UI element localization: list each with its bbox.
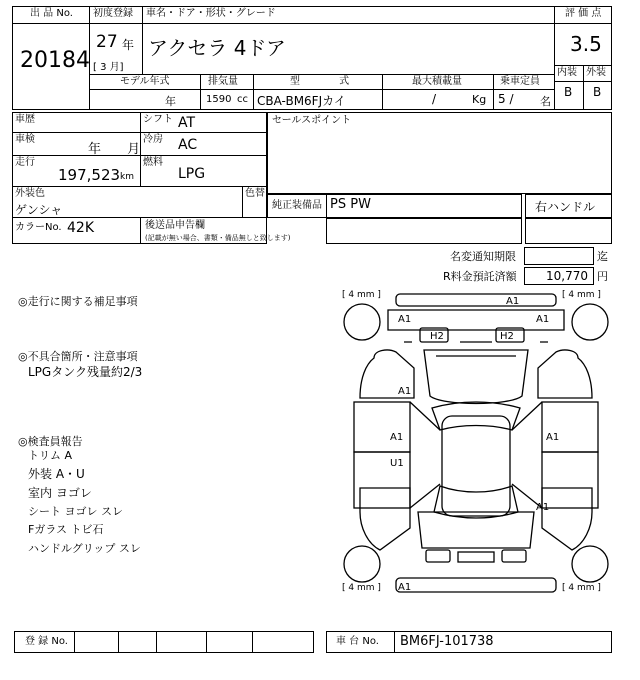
mileage: 197,523 [58,166,121,184]
damage-mark: A1 [506,296,520,307]
ac-label: 冷房 [143,134,163,145]
tire-rear-right [572,546,608,582]
shift-label: シフト [143,114,173,125]
model-year-label: モデル年式 [120,76,170,87]
color-change-label: 色替 [245,188,265,199]
tire-tag-rl: [ 4 mm ] [342,583,381,593]
tire-front-right [572,304,608,340]
damage-mark: H2 [430,331,444,342]
lot-no: 20184 [20,48,90,73]
steering-value: 右ハンドル [535,200,596,214]
blank-box-right [525,218,612,244]
max-load-label: 最大積載量 [412,76,462,87]
model-type: CBA-BM6FJカイ [257,94,346,108]
max-load: / [432,92,437,106]
inspector-line: Fガラス トビ石 [28,523,104,536]
inspector-line: 室内 ヨゴレ [28,486,92,500]
blank-box [326,218,522,244]
color-no: 42K [67,220,94,236]
registration-no-label: 登 録 No. [25,636,68,647]
damage-mark: A1 [546,432,560,443]
exterior-grade: B [593,85,602,99]
damage-mark: A1 [390,432,404,443]
recycle-unit: 円 [597,270,608,283]
damage-mark: A1 [398,582,412,593]
capacity-label: 乗車定員 [500,76,540,87]
defect-line: LPGタンク残量約2/3 [28,365,143,379]
exterior-color-label: 外装色 [15,188,45,199]
roof [442,416,510,516]
displacement-unit: cc [237,94,248,105]
inspector-line: ハンドルグリップ スレ [28,542,141,555]
damage-mark: U1 [390,458,404,469]
rear-door-right [542,452,598,508]
name-change-label: 名変通知期限 [450,250,516,263]
front-bumper [396,294,556,306]
model-type-label: 型 式 [290,76,350,87]
damage-mark: A1 [398,386,412,397]
tire-tag-rr: [ 4 mm ] [562,583,601,593]
sales-points-label: セールスポイント [272,115,352,126]
capacity-unit: 名 [540,95,551,108]
inspector-title: ◎検査員報告 [18,435,83,448]
displacement: 1590 [206,94,232,105]
displacement-label: 排気量 [208,76,238,87]
tire-tag-fr: [ 4 mm ] [562,290,601,300]
history-label: 車歴 [15,114,35,125]
equipment-label: 純正装備品 [272,200,322,211]
mileage-unit: km [120,172,134,182]
equipment-value: PS PW [330,197,371,212]
name-change-unit: 迄 [597,250,608,263]
registration-month: [ 3 月] [93,62,124,73]
chassis-no: BM6FJ-101738 [400,634,494,649]
tire-tag-fl: [ 4 mm ] [342,290,381,300]
exterior-label: 外装 [586,67,606,78]
chassis-no-label: 車 台 No. [336,636,379,647]
fuel-label: 燃料 [143,157,163,168]
front-fender-right [538,350,592,398]
capacity: 5 / [498,92,514,106]
grade-label: 評 価 点 [565,8,602,19]
driving-notes-title: ◎走行に関する補足事項 [18,295,138,308]
interior-grade: B [564,85,573,99]
car-damage-diagram [340,288,612,600]
overall-grade: 3.5 [570,32,602,56]
interior-label: 内装 [557,67,577,78]
later-docs-note: (記載が無い場合、書類・備品無しと致します) [145,234,291,242]
rear-bumper [396,578,556,592]
first-registration-label: 初度登録 [93,8,133,19]
damage-mark: H2 [500,331,514,342]
exterior-color: ゲンシャ [15,203,63,217]
inspector-line: シート ヨゴレ スレ [28,505,123,518]
damage-mark: A1 [536,314,550,325]
rear-window [434,486,518,518]
recycle-label: R料金預託済額 [443,270,517,283]
car-name-label: 車名・ドア・形状・グレード [146,8,276,19]
registration-year-unit: 年 [122,38,135,52]
inspector-line: 外装 A・U [28,467,85,481]
inspector-line: トリム A [28,449,73,462]
inspection-value: 年 月 [88,142,141,157]
front-door-left [354,402,410,452]
tire-front-left [344,304,380,340]
model-year-unit: 年 [165,95,176,108]
name-change-box [524,247,594,265]
defects-title: ◎不具合箇所・注意事項 [18,350,138,363]
rear-fender-left [360,488,410,550]
rear-fender-right [542,488,592,550]
max-load-unit: Kg [472,93,487,106]
later-docs-label: 後送品申告欄 [145,220,205,231]
taillight-right [502,550,526,562]
mileage-label: 走行 [15,157,35,168]
front-door-right [542,402,598,452]
ac-value: AC [178,137,198,153]
inspection-label: 車検 [15,134,35,145]
damage-mark: A1 [536,502,550,513]
damage-mark: A1 [398,314,412,325]
fuel-value: LPG [178,166,206,182]
lot-no-label: 出 品 No. [30,8,73,19]
car-name: アクセラ 4ドア [148,36,286,60]
shift-value: AT [178,115,196,131]
color-no-label: カラーNo. [15,222,62,233]
tire-rear-left [344,546,380,582]
taillight-left [426,550,450,562]
registration-year: 27 [96,32,118,52]
recycle-value: 10,770 [546,269,588,283]
hood-outline [424,350,528,404]
license-plate [458,552,494,562]
